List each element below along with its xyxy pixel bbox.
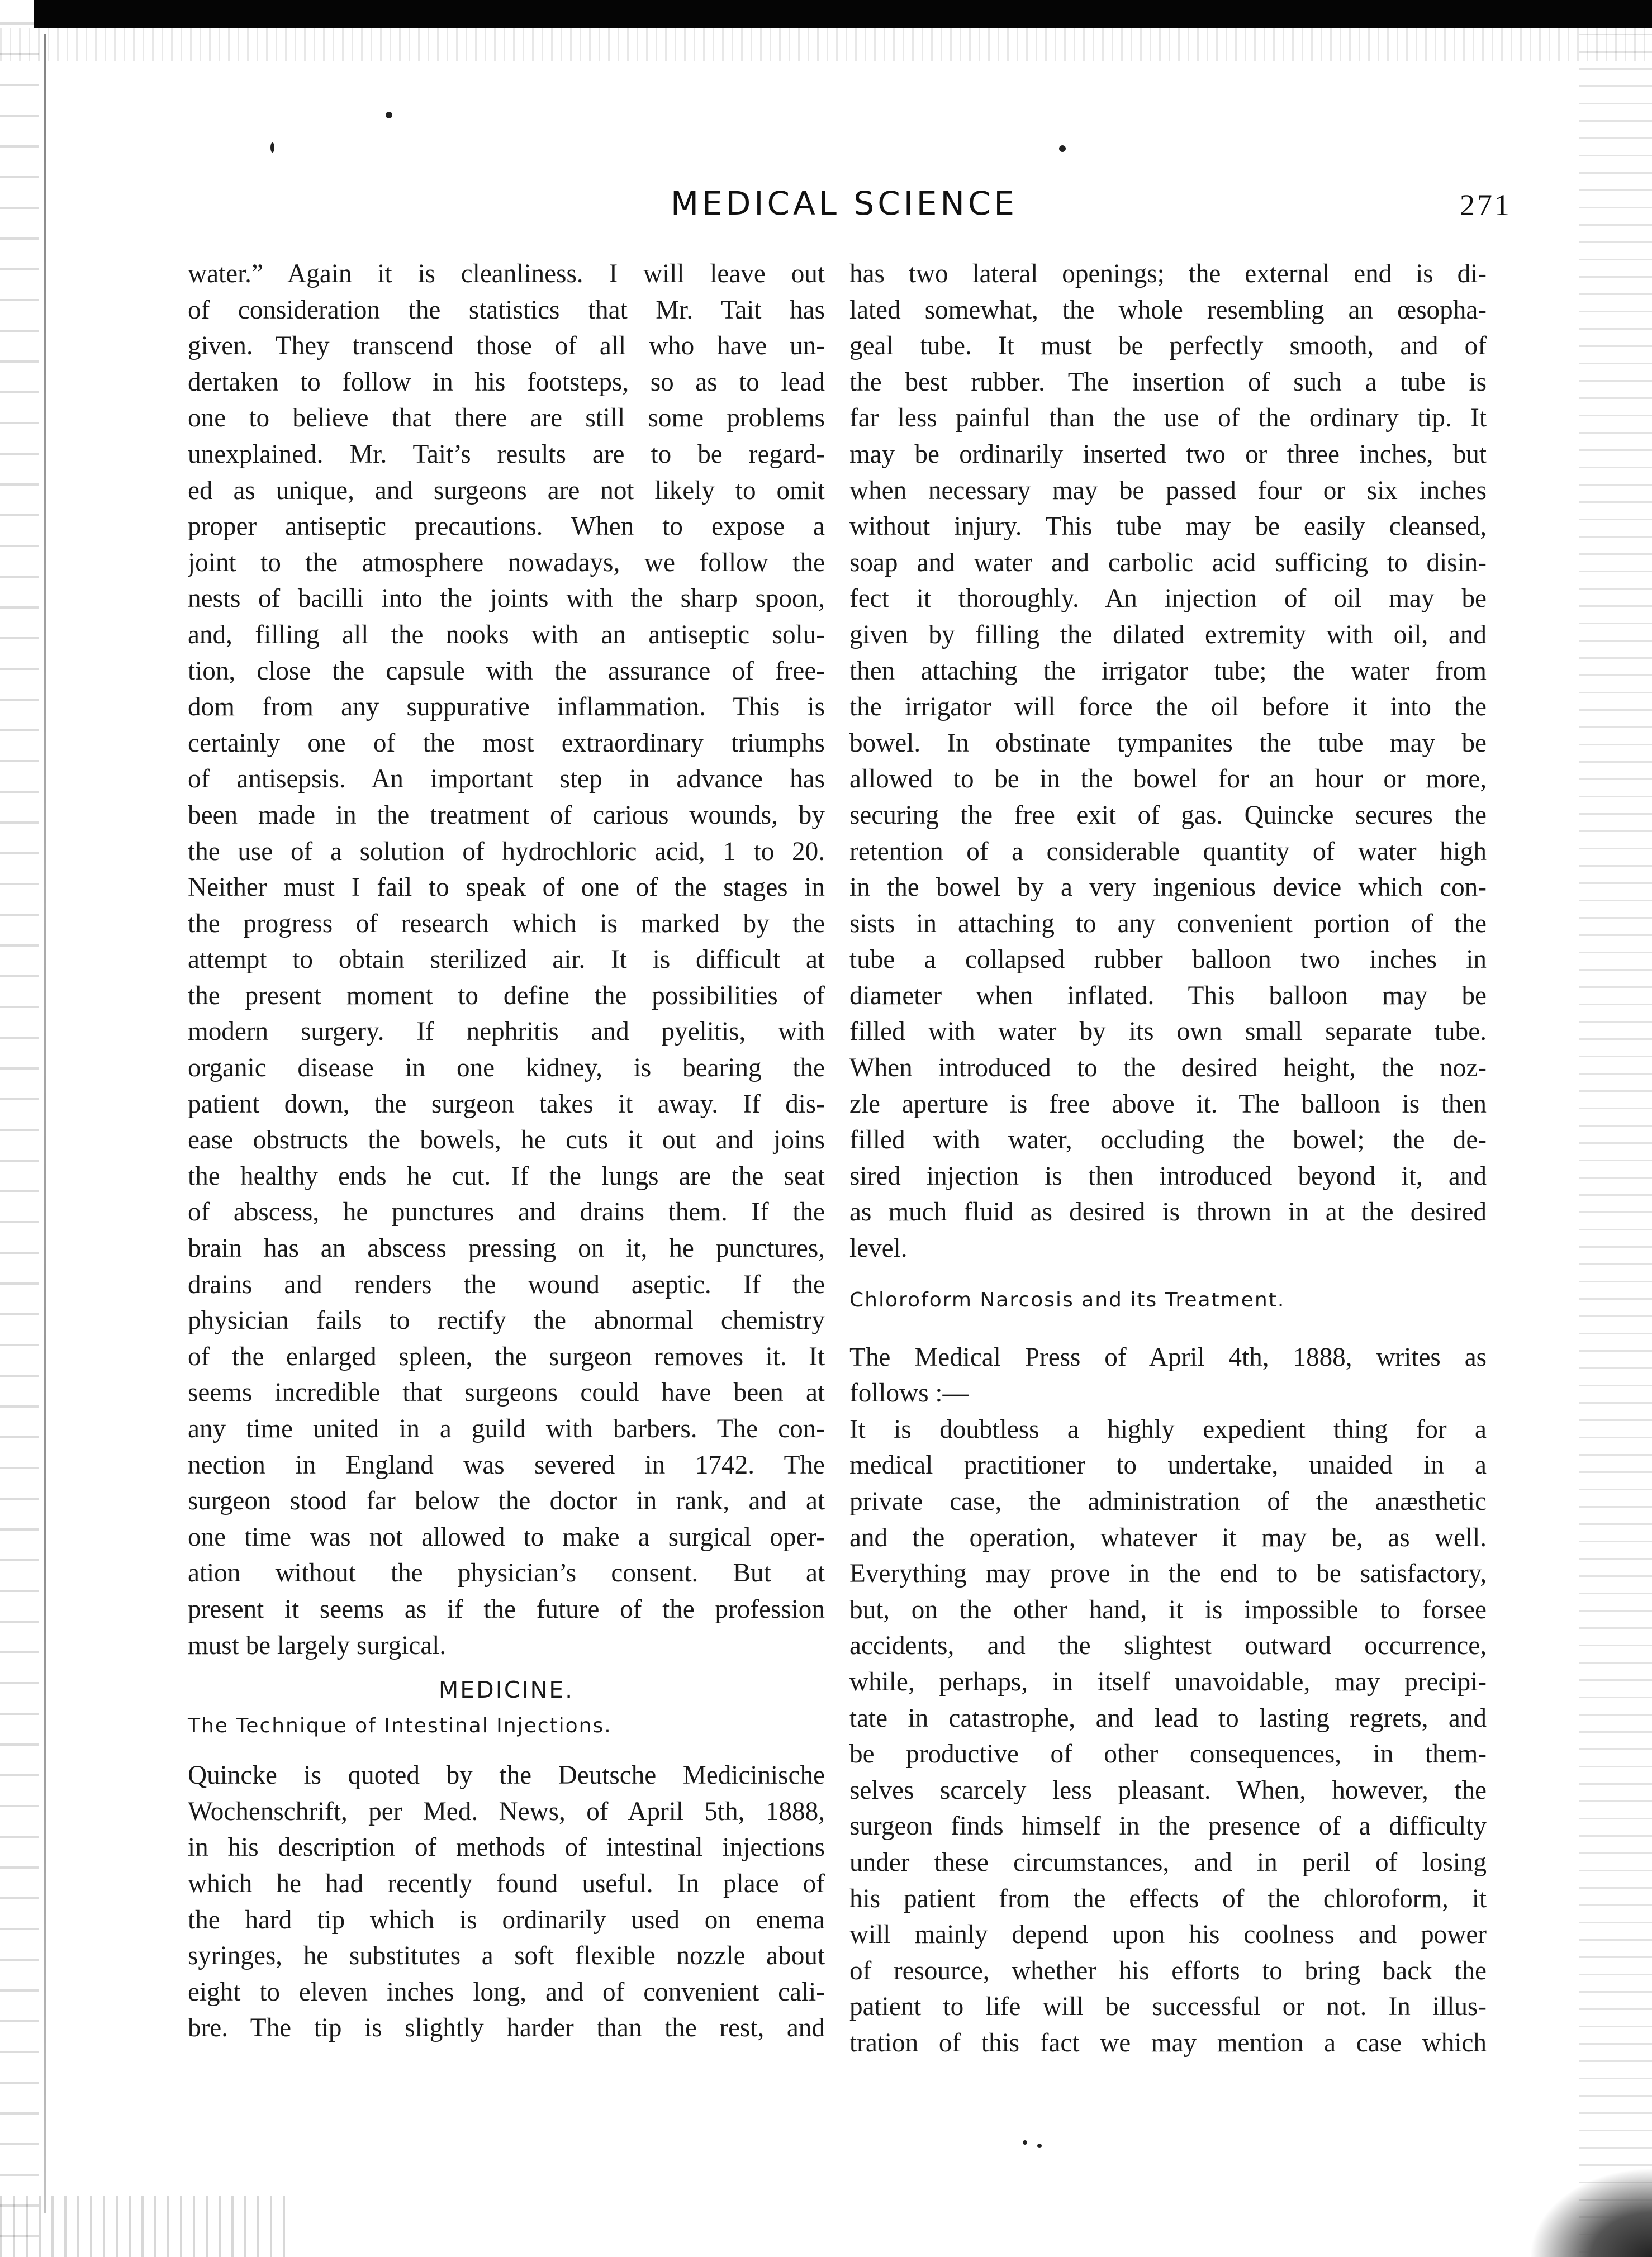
paragraph [849,1339,1487,1412]
text-line: level. [849,1234,908,1263]
text-line: Wochenschrift, per Med. News, of April 5th, 1888, [188,1797,825,1826]
text-line: and, filling all the nooks with an antiseptic solu- [188,620,825,649]
text-line: present it seems as if the future of the profession [188,1594,825,1624]
text-line: nests of bacilli into the joints with the sharp spoon, [188,584,825,614]
text-line: joint to the atmosphere nowadays, we follow the [188,548,825,577]
text-line: the present moment to define the possibilities of [188,981,825,1010]
text-line: tration of this fact we may mention a case which [849,2028,1487,2058]
text-line: tate in catastrophe, and lead to lasting regrets, and [849,1703,1487,1733]
text-line: while, perhaps, in itself unavoidable, may precipi- [849,1667,1487,1697]
paragraph [849,256,1487,1267]
text-line: the hard tip which is ordinarily used on enema [188,1905,825,1935]
text-line: tube a collapsed rubber balloon two inches in [849,945,1487,975]
text-line: geal tube. It must be perfectly smooth, and of [849,331,1487,361]
text-line: then attaching the irrigator tube; the water from [849,656,1487,686]
text-line: seems incredible that surgeons could have been at [188,1378,825,1408]
text-line: ed as unique, and surgeons are not likely to omit [188,476,825,505]
scan-speck [270,142,274,153]
text-line: of consideration the statistics that Mr. Tait has [188,295,825,325]
text-line: as much fluid as desired is thrown in at the desired [849,1198,1487,1227]
scan-speck [1059,145,1066,152]
text-line: his patient from the effects of the chloroform, it [849,1884,1487,1913]
text-line: of resource, whether his efforts to bring back the [849,1956,1487,1985]
text-line: in the bowel by a very ingenious device which con- [849,873,1487,902]
text-line: of antisepsis. An important step in advance has [188,764,825,794]
text-line: filled with water, occluding the bowel; the de- [849,1125,1487,1155]
text-line: organic disease in one kidney, is bearing the [188,1053,825,1083]
text-line: the healthy ends he cut. If the lungs are the seat [188,1161,825,1191]
text-line: allowed to be in the bowel for an hour or more, [849,764,1487,794]
scan-noise-right [1579,34,1652,2257]
text-line: one time was not allowed to make a surgical oper- [188,1522,825,1552]
text-line: when necessary may be passed four or six inches [849,476,1487,505]
text-line: medical practitioner to undertake, unaided in a [849,1451,1487,1480]
text-line: drains and renders the wound aseptic. If the [188,1270,825,1299]
scan-noise-bottom-left [0,2196,291,2257]
text-line: but, on the other hand, it is impossible to forsee [849,1595,1487,1624]
text-line: certainly one of the most extraordinary triumphs [188,728,825,758]
text-line: attempt to obtain sterilized air. It is difficult at [188,945,825,975]
text-line: ation without the physician’s consent. But at [188,1558,825,1588]
scan-speck [386,112,392,118]
text-line: may be ordinarily inserted two or three inches, but [849,439,1487,469]
text-line: the best rubber. The insertion of such a tube is [849,367,1487,397]
text-line: patient down, the surgeon takes it away. If dis- [188,1089,825,1119]
text-line: Neither must I fail to speak of one of the stages in [188,873,825,902]
text-line: lated somewhat, the whole resembling an œsopha- [849,295,1487,325]
text-line: follows :— [849,1379,969,1408]
text-line: dertaken to follow in his footsteps, so as to lead [188,367,825,397]
text-line: given. They transcend those of all who have un- [188,331,825,361]
text-line: zle aperture is free above it. The balloon is then [849,1089,1487,1119]
left-column [188,256,825,2046]
text-line: in his description of methods of intestinal injections [188,1833,825,1862]
text-line: bre. The tip is slightly harder than the rest, and [188,2013,825,2043]
text-line: proper antiseptic precautions. When to expose a [188,512,825,541]
text-line: surgeon finds himself in the presence of a difficulty [849,1812,1487,1841]
paragraph [188,1757,825,2046]
text-line: The Medical Press of April 4th, 1888, writes as [849,1342,1487,1372]
paragraph [188,256,825,1664]
text-line: sired injection is then introduced beyond it, and [849,1161,1487,1191]
text-line: without injury. This tube may be easily cleansed, [849,512,1487,541]
scan-edge-top [34,0,1652,28]
text-line: Everything may prove in the end to be satisfactory, [849,1559,1487,1589]
text-line: fect it thoroughly. An injection of oil may be [849,584,1487,614]
text-line: When introduced to the desired height, the noz- [849,1053,1487,1083]
text-line: accidents, and the slightest outward occurrence, [849,1631,1487,1661]
text-line: any time united in a guild with barbers. The con- [188,1414,825,1443]
text-line: of abscess, he punctures and drains them. If the [188,1198,825,1227]
text-line: soap and water and carbolic acid sufficing to disin- [849,548,1487,577]
text-line: and the operation, whatever it may be, as well. [849,1523,1487,1552]
text-line: must be largely surgical. [188,1631,447,1660]
text-line: filled with water by its own small separate tube. [849,1017,1487,1047]
text-line: Quincke is quoted by the Deutsche Medicinische [188,1761,825,1790]
text-line: been made in the treatment of carious wounds, by [188,800,825,830]
text-line: It is doubtless a highly expedient thing for a [849,1414,1487,1444]
text-line: securing the free exit of gas. Quincke secures the [849,800,1487,830]
text-line: water.” Again it is cleanliness. I will leave out [188,259,825,288]
text-line: diameter when inflated. This balloon may be [849,981,1487,1010]
text-line: physician fails to rectify the abnormal chemistry [188,1306,825,1336]
binding-edge [44,34,46,2213]
text-line: brain has an abscess pressing on it, he punctures, [188,1234,825,1263]
text-line: under these circumstances, and in peril of losing [849,1847,1487,1877]
text-line: bowel. In obstinate tympanites the tube may be [849,728,1487,758]
text-line: modern surgery. If nephritis and pyelitis, with [188,1017,825,1047]
text-line: will mainly depend upon his coolness and power [849,1920,1487,1950]
text-line: sists in attaching to any convenient portion of the [849,909,1487,938]
text-line: one to believe that there are still some problems [188,403,825,433]
text-line: eight to eleven inches long, and of convenient cali- [188,1977,825,2007]
page-number: 271 [1460,188,1512,222]
text-line: tion, close the capsule with the assurance of free- [188,656,825,686]
section-heading: MEDICINE. [438,1676,575,1704]
text-line: private case, the administration of the anæsthetic [849,1487,1487,1516]
text-line: retention of a considerable quantity of water high [849,837,1487,866]
text-line: selves scarcely less pleasant. When, however, the [849,1775,1487,1805]
scan-noise-left [0,22,39,2257]
text-line: be productive of other consequences, in them- [849,1740,1487,1769]
right-column [849,256,1487,2061]
text-line: of the enlarged spleen, the surgeon removes it. It [188,1342,825,1371]
scan-noise-top [0,28,1652,61]
text-line: patient to life will be successful or not. In illus- [849,1992,1487,2022]
text-line: nection in England was severed in 1742. The [188,1450,825,1480]
scan-speck [1023,2140,1027,2145]
text-line: the progress of research which is marked by the [188,909,825,938]
text-line: unexplained. Mr. Tait’s results are to be regard- [188,439,825,469]
text-line: the use of a solution of hydrochloric acid, 1 to 20. [188,837,825,866]
scan-speck [1037,2144,1042,2148]
text-line: surgeon stood far below the doctor in rank, and at [188,1486,825,1516]
article-subheading: Chloroform Narcosis and its Treatment. [849,1288,1285,1312]
text-line: the irrigator will force the oil before it into the [849,692,1487,722]
text-line: ease obstructs the bowels, he cuts it out and joins [188,1125,825,1155]
text-line: syringes, he substitutes a soft flexible nozzle about [188,1941,825,1971]
running-head: MEDICAL SCIENCE [671,184,1018,222]
text-line: has two lateral openings; the external end is di- [849,259,1487,288]
text-line: dom from any suppurative inflammation. This is [188,692,825,722]
text-line: given by filling the dilated extremity with oil, and [849,620,1487,649]
scan-blot-bottom-right [1529,2168,1652,2257]
article-subheading: The Technique of Intestinal Injections. [188,1714,612,1738]
text-line: far less painful than the use of the ordinary tip. It [849,403,1487,433]
paragraph [849,1412,1487,2061]
text-line: which he had recently found useful. In place of [188,1869,825,1898]
